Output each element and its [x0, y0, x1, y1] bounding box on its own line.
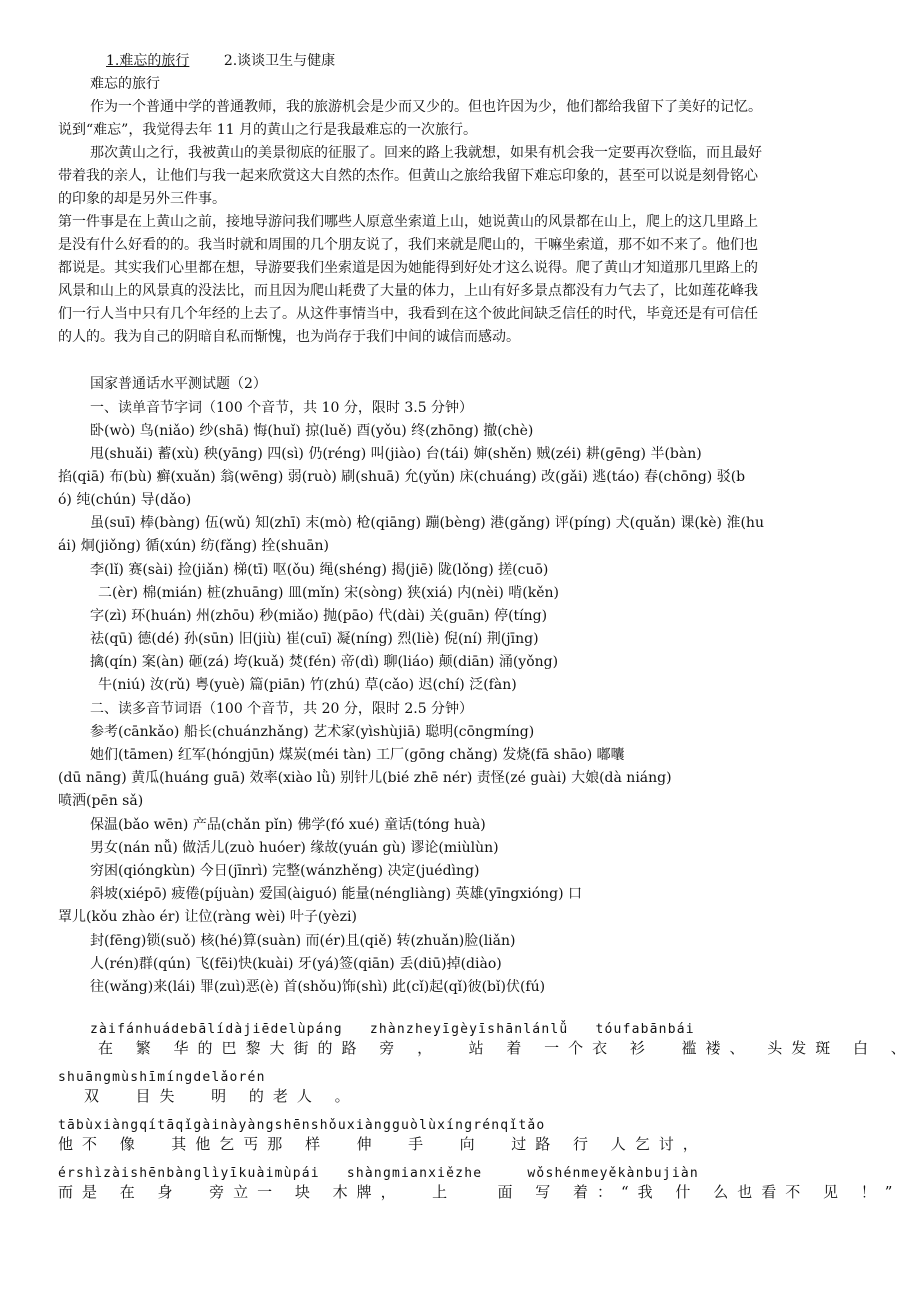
reading-hanzi: 而是 在 身 旁立一 块 木牌， 上 面 写 着：“我 什 么也看不 见 ！”: [58, 1183, 902, 1201]
section1-line: 祛(qū) 德(dé) 孙(sūn) 旧(jiù) 崔(cuī) 凝(níng) 烈(liè) 倪(ní) 荆(jīng): [90, 631, 539, 647]
section1-line: 字(zì) 环(huán) 州(zhōu) 秒(miǎo) 抛(pāo) 代(dài) 关(guān) 停(tíng): [90, 608, 548, 624]
article-line: 的印象的却是另外三件事。: [58, 191, 226, 207]
article-line: 说到“难忘”，我觉得去年 11 月的黄山之行是我最难忘的一次旅行。: [58, 122, 478, 138]
test-title: 国家普通话水平测试题（2）: [90, 376, 267, 392]
section2-line: 男女(nán nǚ) 做活儿(zuò huóer) 缘故(yuán gù) 谬论(miùlùn): [90, 840, 499, 856]
toc-item-2[interactable]: 2.谈谈卫生与健康: [223, 53, 336, 69]
reading-hanzi: 双 目失 明 的老人 。: [84, 1087, 359, 1105]
table-of-contents: [106, 50, 920, 73]
section1-line: 擒(qín) 案(àn) 砸(zá) 垮(kuǎ) 焚(fén) 帝(dì) 聊(liáo) 颠(diān) 涌(yǒng): [90, 654, 559, 670]
section2-line: 人(rén)群(qún) 飞(fēi)快(kuài) 牙(yá)签(qiān) 丢(diū)掉(diào): [90, 956, 502, 972]
article-line: 带着我的亲人，让他们与我一起来欣赏这大自然的杰作。但黄山之旅给我留下难忘印象的，甚至可以说是刻骨铭心: [58, 168, 758, 184]
article-line: 风景和山上的风景真的没法比，而且因为爬山耗费了大量的体力，上山有好多景点都没有力气去了，比如莲花峰我: [58, 283, 758, 299]
reading-hanzi: 他不 像 其他乞丐那 样 伸 手 向 过路 行 人乞讨，: [58, 1135, 707, 1153]
section1-line: 牛(niú) 汝(rǔ) 粤(yuè) 篇(piān) 竹(zhú) 草(cǎo) 迟(chí) 泛(fàn): [98, 677, 517, 693]
article-title: 难忘的旅行: [90, 76, 160, 92]
reading-hanzi: 在 繁 华的巴黎大街的路 旁 ， 站 着 一个衣 衫 褴褛、 头发斑 白 、: [98, 1039, 915, 1057]
article-line: 们一行人当中只有几个年经的上去了。从这件事情当中，我看到在这个彼此间缺乏信任的时代，毕竟还是有可信任: [58, 306, 758, 322]
section1-line: ó) 纯(chún) 导(dǎo): [58, 492, 192, 508]
section2-line: 穷困(qióngkùn) 今日(jīnrì) 完整(wánzhěng) 决定(juédìng): [90, 863, 480, 879]
toc-item-1[interactable]: 1.难忘的旅行: [106, 53, 190, 69]
section1-line: ái) 炯(jiǒng) 循(xún) 纺(fǎng) 拴(shuān): [58, 538, 330, 554]
section1-line: 虽(suī) 棒(bàng) 伍(wǔ) 知(zhī) 末(mò) 枪(qiāng) 蹦(bèng) 港(gǎng) 评(píng) 犬(quǎn) 课(kè) 淮(hu: [90, 515, 764, 531]
reading-pinyin: shuāngmùshīmíngdelǎorén: [58, 1070, 266, 1085]
section1-title: 一、读单音节字词（100 个音节，共 10 分，限时 3.5 分钟）: [90, 400, 474, 416]
section1-line: 卧(wò) 鸟(niǎo) 纱(shā) 悔(huǐ) 掠(luě) 酉(yǒu) 终(zhōng) 撤(chè): [90, 423, 534, 439]
section2-title: 二、读多音节词语（100 个音节，共 20 分，限时 2.5 分钟）: [90, 701, 474, 717]
article-line: 是没有什么好看的的。我当时就和周围的几个朋友说了，我们来就是爬山的，干嘛坐索道，那不如不来了。他们也: [58, 237, 758, 253]
section2-line: 参考(cānkǎo) 船长(chuánzhǎng) 艺术家(yìshùjiā) 聪明(cōngmíng): [90, 724, 535, 740]
reading-pinyin: érshìzàishēnbànglìyīkuàimùpái shàngmianxiězhe wǒshénmeyěkànbujiàn: [58, 1166, 699, 1181]
article-line: 作为一个普通中学的普通教师，我的旅游机会是少而又少的。但也许因为少，他们都给我留下了美好的记忆。: [90, 99, 762, 115]
article-line: 都说是。其实我们心里都在想，导游要我们坐索道是因为她能得到好处才这么说得。爬了黄山才知道那几里路上的: [58, 260, 758, 276]
section2-line: 喷洒(pēn sǎ): [58, 793, 144, 809]
section2-line: 罩儿(kǒu zhào ér) 让位(ràng wèi) 叶子(yèzi): [58, 909, 357, 925]
section1-line: 甩(shuǎi) 蓄(xù) 秧(yāng) 四(sì) 仍(réng) 叫(jiào) 台(tái) 婶(shěn) 贼(zéi) 耕(gēng) 半(bàn): [90, 446, 702, 462]
section2-line: 她们(tāmen) 红军(hóngjūn) 煤炭(méi tàn) 工厂(gōng chǎng) 发烧(fā shāo) 嘟囔: [90, 747, 625, 763]
article-line: 的人的。我为自己的阴暗自私而惭愧，也为尚存于我们中间的诚信而感动。: [58, 329, 520, 345]
reading-pinyin: zàifánhuádebālídàjiēdelùpáng zhànzheyīgèyīshānlánlǚ tóufabānbái: [90, 1022, 695, 1037]
section2-line: (dū nāng) 黄瓜(huáng guā) 效率(xiào lǜ) 别针儿(bié zhē nér) 责怪(zé guài) 大娘(dà niáng): [58, 770, 672, 786]
article-line: 那次黄山之行，我被黄山的美景彻底的征服了。回来的路上我就想，如果有机会我一定要再次登临，而且最好: [90, 145, 762, 161]
section2-line: 保温(bǎo wēn) 产品(chǎn pǐn) 佛学(fó xué) 童话(tóng huà): [90, 817, 486, 833]
section2-line: 封(fēng)锁(suǒ) 核(hé)算(suàn) 而(ér)且(qiě) 转(zhuǎn)脸(liǎn): [90, 933, 516, 949]
section1-line: 掐(qiā) 布(bù) 癣(xuǎn) 翁(wēng) 弱(ruò) 刷(shuā) 允(yǔn) 床(chuáng) 改(gǎi) 逃(táo) 春(chōng) 驳(b: [58, 469, 746, 485]
article-line: 第一件事是在上黄山之前，接地导游问我们哪些人原意坐索道上山，她说黄山的风景都在山上，爬上的这几里路上: [58, 214, 758, 230]
section1-line: 二(èr) 棉(mián) 桩(zhuāng) 皿(mǐn) 宋(sòng) 狭(xiá) 内(nèi) 啃(kěn): [98, 585, 560, 601]
reading-pinyin: tābùxiàngqítāqǐgàinàyàngshēnshǒuxiàngguòlùxíngrénqǐtǎo: [58, 1118, 546, 1133]
section2-line: 往(wǎng)来(lái) 罪(zuì)恶(è) 首(shǒu)饰(shì) 此(cǐ)起(qǐ)彼(bǐ)伏(fú): [90, 979, 546, 995]
section1-line: 李(lǐ) 赛(sài) 捡(jiǎn) 梯(tī) 呕(ǒu) 绳(shéng) 揭(jiē) 陇(lǒng) 搓(cuō): [90, 562, 549, 578]
section2-line: 斜坡(xiépō) 疲倦(píjuàn) 爱国(àiguó) 能量(néngliàng) 英雄(yīngxióng) 口: [90, 886, 583, 902]
